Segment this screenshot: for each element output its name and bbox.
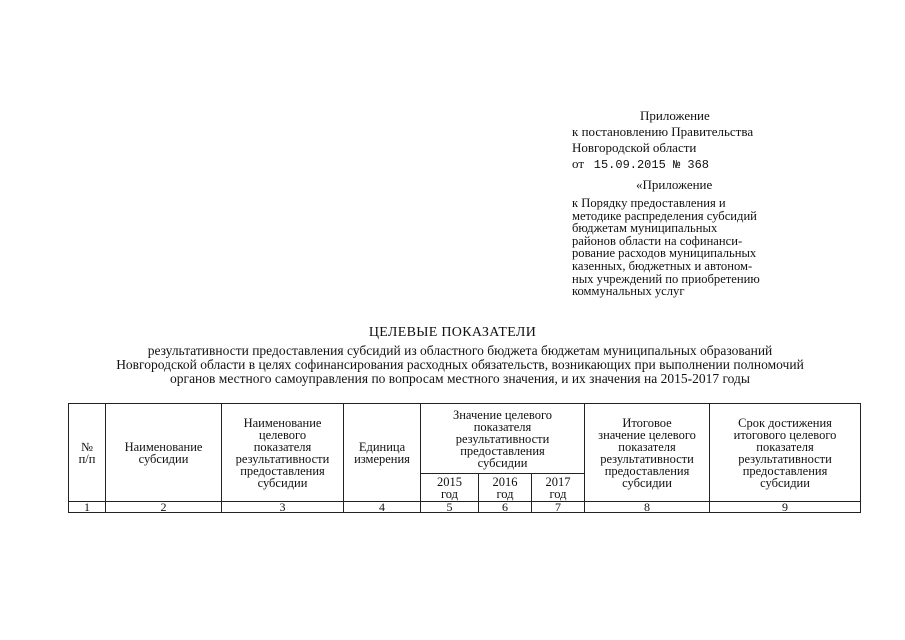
column-index: 9 [710,502,861,513]
appendix-paragraph [572,197,812,298]
column-index-row [69,502,861,513]
column-index: 7 [532,502,585,513]
header-num: № п/п [69,404,106,502]
appendix-heading: Приложение [640,108,710,123]
date-prefix: от [572,156,585,171]
appendix-paragraph-line: ных учреждений по приобретению [572,271,760,286]
appendix-paragraph-line: бюджетам муниципальных [572,221,718,236]
header-total-value: Итоговое значение целевого показателя результативности предоставления субсидии [585,404,710,502]
appendix-paragraph-line: методике распределения субсидий [572,208,757,223]
header-subsidy-name: Наименование субсидии [106,404,222,502]
subtitle-line: результативности предоставления субсидий из областного бюджета бюджетам муниципальных образований [147,343,773,358]
column-index: 3 [222,502,344,513]
header-year-2015: 2015 год [421,474,479,502]
appendix-block [572,108,812,298]
header-achievement-term: Срок достижения итогового целевого показателя результативности предоставления субсидии [710,404,861,502]
appendix-line-1: к постановлению Правительства [572,124,754,139]
date-value: 15.09.2015 № 368 [593,158,709,172]
header-unit: Единица измерения [344,404,421,502]
indicators-table [68,403,861,513]
appendix-paragraph-line: к Порядку предоставления и [572,196,726,210]
appendix-line-2: Новгородской области [572,140,697,155]
column-index: 5 [421,502,479,513]
appendix-paragraph-line: казенных, бюджетных и автоном- [572,258,753,273]
header-indicator-name: Наименование целевого показателя результативности предоставления субсидии [222,404,344,502]
appendix-heading-2: «Приложение [636,177,713,192]
document-subtitle [40,344,880,386]
subtitle-line: органов местного самоуправления по вопросам местного значения, и их значения на 2015-2017 годы [170,371,750,386]
document-title: ЦЕЛЕВЫЕ ПОКАЗАТЕЛИ [368,325,537,340]
column-index: 2 [106,502,222,513]
subtitle-line: Новгородской области в целях софинансирования расходных обязательств, возникающих при выполнении полномочий [116,357,804,372]
header-target-value: Значение целевого показателя результативности предоставления субсидии [421,404,585,474]
appendix-paragraph-line: рование расходов муниципальных [572,246,757,261]
appendix-paragraph-line: коммунальных услуг [572,284,685,299]
appendix-paragraph-line: районов области на софинанси- [572,233,743,248]
column-index: 6 [479,502,532,513]
header-year-2016: 2016 год [479,474,532,502]
column-index: 4 [344,502,421,513]
appendix-date-line [572,156,812,173]
column-index: 1 [69,502,106,513]
column-index: 8 [585,502,710,513]
header-year-2017: 2017 год [532,474,585,502]
